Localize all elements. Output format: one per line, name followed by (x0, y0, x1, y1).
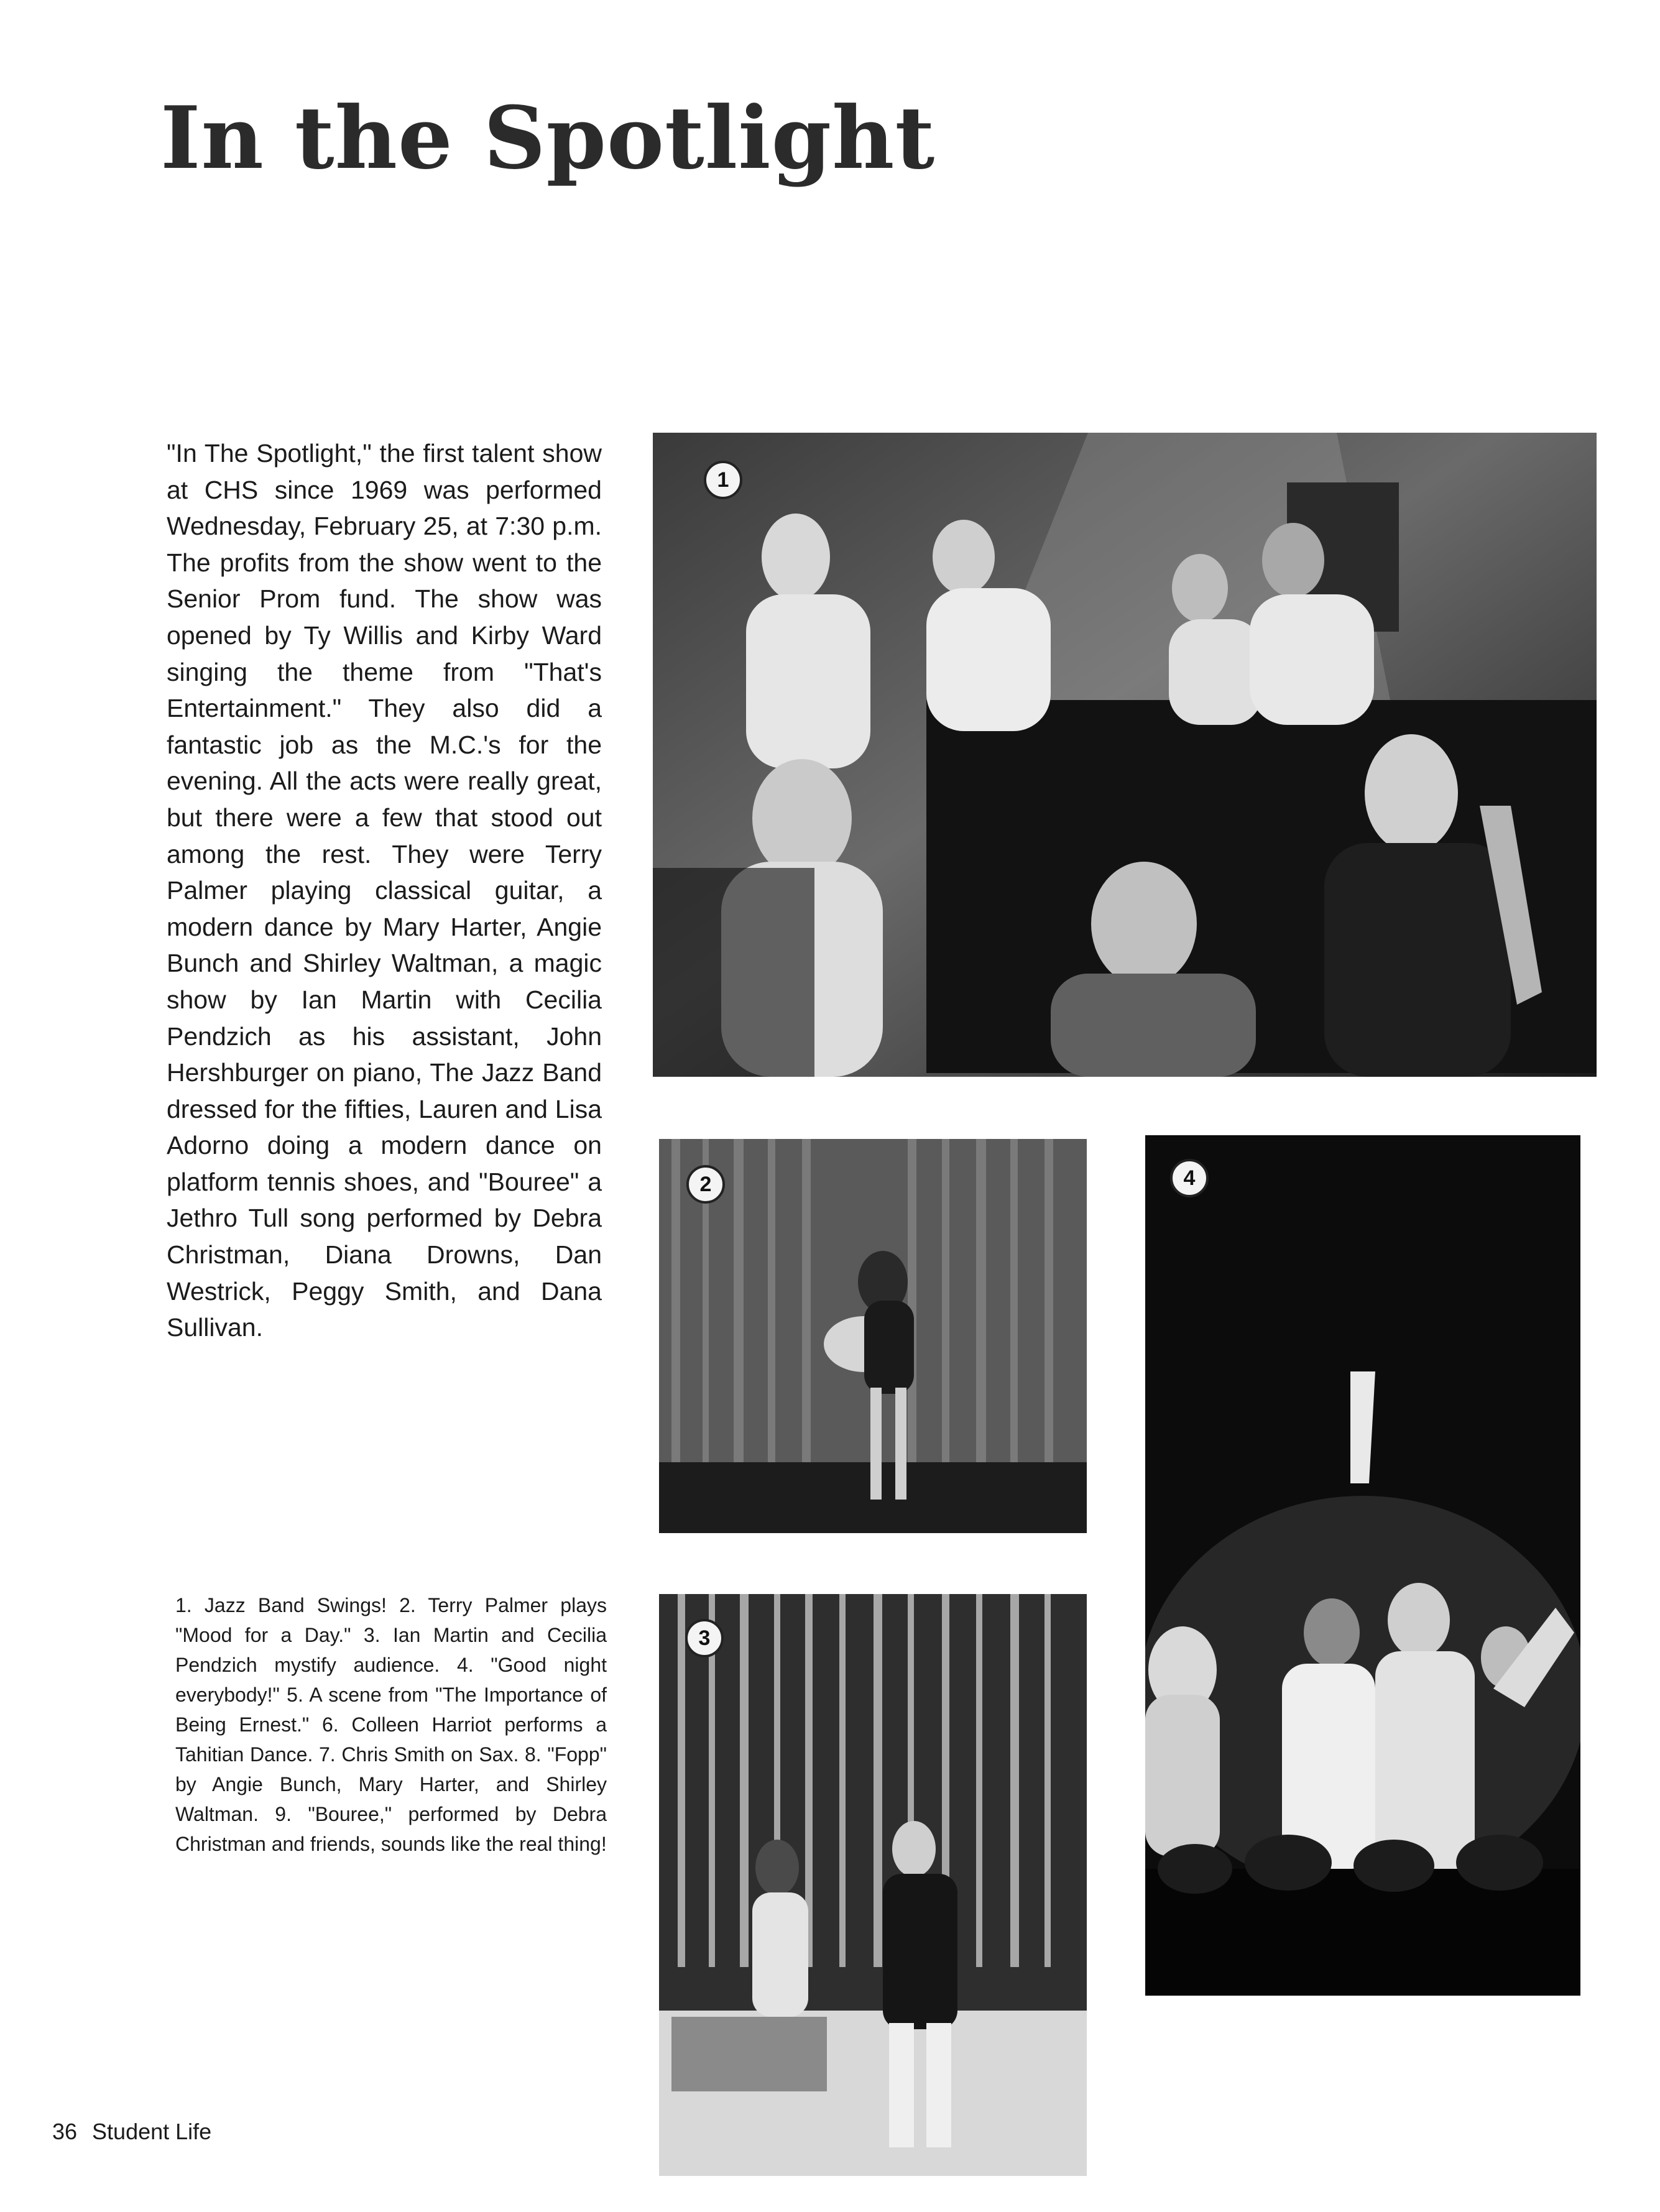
photo-good-night (1145, 1135, 1580, 1996)
photo-number-badge: 1 (704, 461, 742, 499)
section-name: Student Life (92, 2119, 212, 2144)
photo-good-night-image (1145, 1135, 1580, 1996)
photo-number-badge: 4 (1170, 1159, 1209, 1197)
photo-captions: 1. Jazz Band Swings! 2. Terry Palmer plays "Mood for a Day." 3. Ian Martin and Cecilia Pendzich mystify audience. 4. "Good night everybody!" 5. A scene from "The Importance of Being Ernest." 6. Colleen Harriot performs a Tahitian Dance. 7. Chris Smith on Sax. 8. "Fopp" by Angie Bunch, Mary Harter, and Shirley Waltman. 9. "Bouree," performed by Debra Christman and friends, sounds like the real thing! (175, 1594, 607, 1855)
page-folio (52, 2119, 211, 2145)
photo-magic-show-image (659, 1594, 1087, 2176)
photo-guitarist (659, 1139, 1087, 1533)
photo-magic-show (659, 1594, 1087, 2176)
article-body: "In The Spotlight," the first talent show at CHS since 1969 was performed Wednesday, February 25, at 7:30 p.m. The profits from the show went to the Senior Prom fund. The show was opened by Ty Willis and Kirby Ward singing the theme from "That's Entertainment." They also did a fantastic job as the M.C.'s for the evening. All the acts were really great, but there were a few that stood out among the rest. They were Terry Palmer playing classical guitar, a modern dance by Mary Harter, Angie Bunch and Shirley Waltman, a magic show by Ian Martin with Cecilia Pendzich as his assistant, John Hershburger on piano, The Jazz Band dressed for the fifties, Lauren and Lisa Adorno doing a modern dance on platform tennis shoes, and "Bouree" a Jethro Tull song performed by Debra Christman, Diana Drowns, Dan Westrick, Peggy Smith, and Dana Sullivan. (167, 439, 602, 1342)
photo-jazz-band (653, 433, 1597, 1077)
photo-number-badge: 2 (686, 1165, 725, 1204)
page-title: In the Spotlight (160, 87, 936, 188)
photo-jazz-band-image (653, 433, 1597, 1077)
photo-guitarist-image (659, 1139, 1087, 1533)
photo-number-badge: 3 (685, 1619, 724, 1657)
page-number: 36 (52, 2119, 78, 2144)
